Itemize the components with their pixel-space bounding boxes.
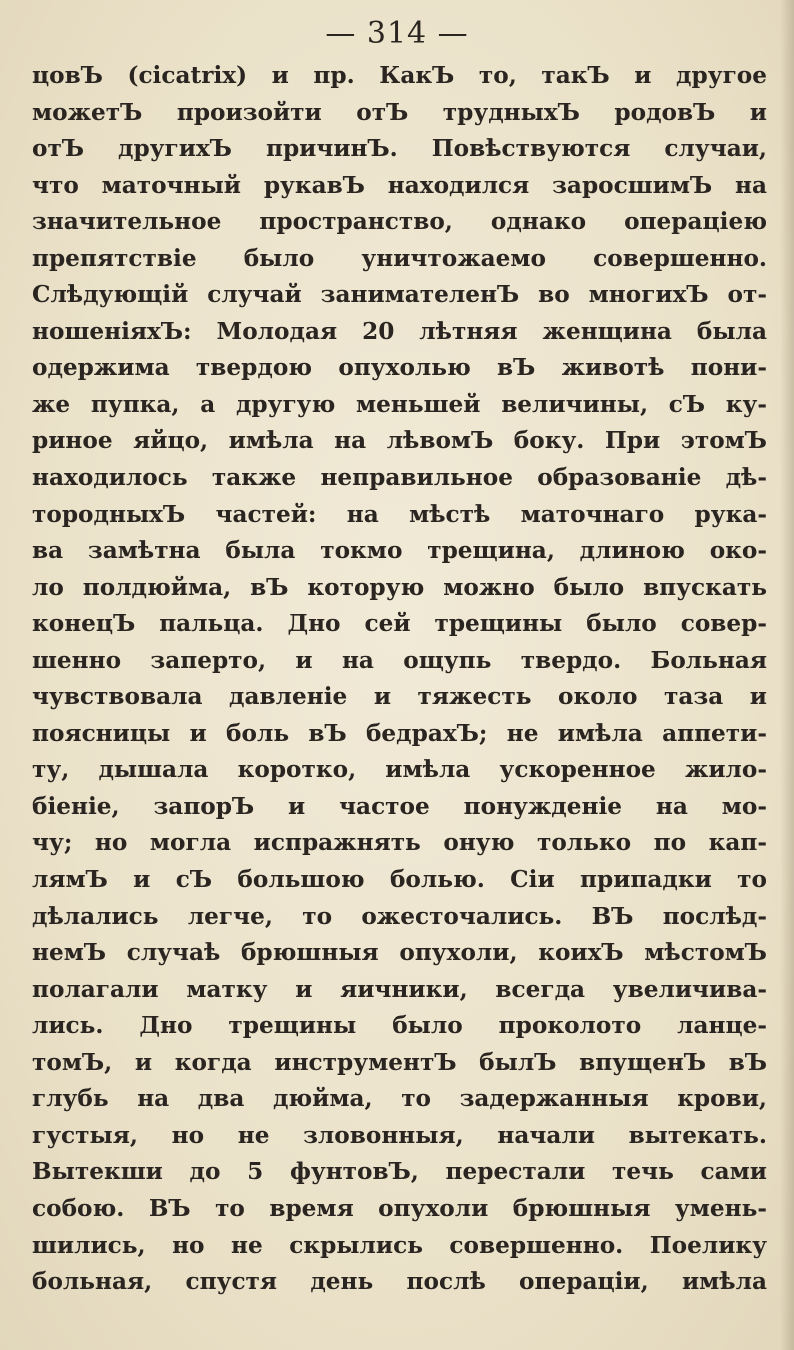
text-line: шенно заперто, и на ощупь твердо. Больная (32, 646, 767, 674)
text-line: больная, спустя день послѣ операціи, имѣла (32, 1268, 767, 1296)
text-line: томЪ, и когда инструментЪ былЪ впущенЪ вЪ (32, 1048, 767, 1076)
text-line: значительное пространство, однако операціею (32, 208, 767, 236)
text-line: чувствовала давленіе и тяжесть около таза и (32, 683, 767, 711)
text-line: препятствіе было уничтожаемо совершенно. (32, 244, 767, 272)
text-line: цовЪ (cicatrix) и пр. КакЪ то, такЪ и другое (32, 62, 767, 89)
page-edge-shadow (780, 0, 794, 1350)
text-line: немЪ случаѣ брюшныя опухоли, коихЪ мѣстомЪ (32, 939, 767, 967)
text-line: находилось также неправильное образованіе дѣ- (32, 464, 767, 492)
text-line: ло полдюйма, вЪ которую можно было впускать (32, 573, 767, 601)
text-line: поясницы и боль вЪ бедрахЪ; не имѣла аппети- (32, 719, 767, 747)
text-line: тородныхЪ частей: на мѣстѣ маточнаго рука- (32, 500, 767, 528)
text-line: чу; но могла испражнять оную только по кап- (32, 829, 767, 857)
text-line: шились, но не скрылись совершенно. Поелику (32, 1231, 767, 1259)
text-line: одержима твердою опухолью вЪ животѣ пони- (32, 354, 767, 382)
text-line: біеніе, запорЪ и частое понужденіе на мо- (32, 792, 767, 820)
text-line: густыя, но не зловонныя, начали вытекать. (32, 1121, 767, 1149)
text-line: полагали матку и яичники, всегда увеличива- (32, 975, 767, 1003)
text-line: можетЪ произойти отЪ трудныхЪ родовЪ и (32, 98, 767, 126)
text-line: ту, дышала коротко, имѣла ускоренное жило- (32, 756, 767, 784)
text-line: лись. Дно трещины было проколото ланце- (32, 1012, 767, 1040)
page-number: — 314 — (325, 16, 469, 51)
text-line: конецЪ пальца. Дно сей трещины было совер- (32, 610, 767, 638)
text-line: глубь на два дюйма, то задержанныя крови, (32, 1085, 767, 1113)
text-line: что маточный рукавЪ находился заросшимЪ на (32, 171, 767, 199)
text-line: риное яйцо, имѣла на лѣвомЪ боку. При этомЪ (32, 427, 767, 455)
text-line: же пупка, а другую меньшей величины, сЪ ку- (32, 390, 767, 418)
text-line: Слѣдующій случай занимателенЪ во многихЪ от- (32, 281, 767, 309)
text-line: ва замѣтна была токмо трещина, длиною око- (32, 537, 767, 565)
text-line: дѣлались легче, то ожесточались. ВЪ послѣд- (32, 902, 767, 930)
text-line: ношеніяхЪ: Молодая 20 лѣтняя женщина была (32, 317, 767, 345)
body-text (32, 58, 767, 1301)
text-line: лямЪ и сЪ большою болью. Сіи припадки то (32, 866, 767, 894)
text-line: Вытекши до 5 фунтовЪ, перестали течь сами (32, 1158, 767, 1186)
text-line: собою. ВЪ то время опухоли брюшныя умень- (32, 1194, 767, 1222)
text-line: отЪ другихЪ причинЪ. Повѣствуются случаи, (32, 135, 767, 163)
